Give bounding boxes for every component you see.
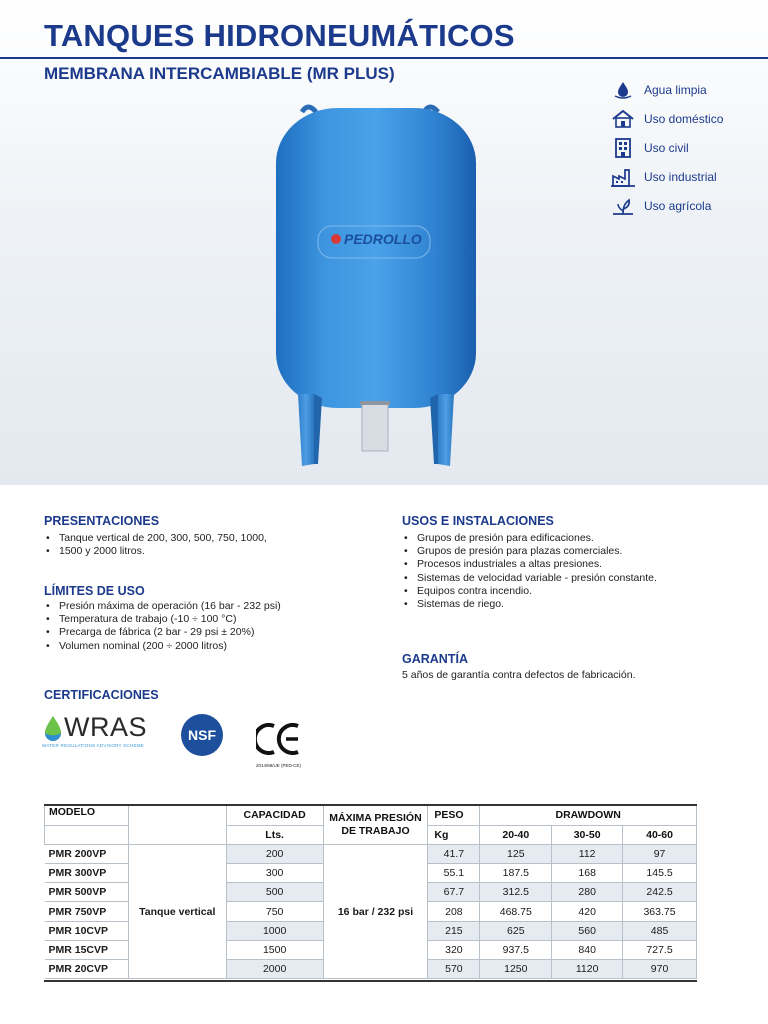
cell-d2: 168 <box>552 864 623 883</box>
cell-d1: 468.75 <box>480 902 552 921</box>
col-peso: PESO <box>428 806 480 825</box>
garantia-heading: GARANTÍA <box>402 652 468 666</box>
cell-d1: 312.5 <box>480 883 552 902</box>
table-bottom-rule <box>44 980 697 982</box>
list-item: • 1500 y 2000 litros. <box>44 545 284 558</box>
page-subtitle: MEMBRANA INTERCAMBIABLE (MR PLUS) <box>44 64 395 83</box>
cell-modelo: PMR 200VP <box>45 844 129 863</box>
col-tipo <box>128 806 226 844</box>
water-drop-icon <box>610 79 636 101</box>
spec-table <box>44 806 697 979</box>
cell-peso: 320 <box>428 940 480 959</box>
nsf-logo <box>179 713 225 762</box>
list-item: • Volumen nominal (200 ÷ 2000 litros) <box>44 640 344 653</box>
wras-wordmark: WRAS <box>64 712 147 742</box>
cell-d1: 125 <box>480 844 552 863</box>
limites-heading: LÍMITES DE USO <box>44 584 145 598</box>
garantia-text: 5 años de garantía contra defectos de fabricación. <box>402 669 636 681</box>
cell-d1: 937.5 <box>480 940 552 959</box>
cell-cap: 750 <box>226 902 323 921</box>
wras-tagline: WATER REGULATIONS ADVISORY SCHEME <box>42 743 145 748</box>
list-item: • Grupos de presión para plazas comerciales. <box>402 545 732 558</box>
nsf-text: NSF <box>188 727 216 743</box>
cell-d2: 112 <box>552 844 623 863</box>
cell-d2: 840 <box>552 940 623 959</box>
uses-sidebar <box>610 76 723 221</box>
ce-directive: 2014/68/UE (PED-CE) <box>256 763 302 768</box>
cell-d3: 97 <box>623 844 697 863</box>
use-item-civil <box>610 134 723 162</box>
col-d3: 40-60 <box>623 825 697 844</box>
cell-tipo: Tanque vertical <box>128 844 226 978</box>
cell-modelo: PMR 500VP <box>45 883 129 902</box>
cell-d3: 727.5 <box>623 940 697 959</box>
cell-cap: 500 <box>226 883 323 902</box>
cell-peso: 41.7 <box>428 844 480 863</box>
tank-brand-logo: PEDROLLO <box>344 231 422 247</box>
list-item: • Temperatura de trabajo (-10 ÷ 100 °C) <box>44 613 344 626</box>
usos-list <box>402 532 732 611</box>
cell-presion: 16 bar / 232 psi <box>323 844 428 978</box>
cell-cap: 1000 <box>226 921 323 940</box>
house-icon <box>610 108 636 130</box>
cell-cap: 300 <box>226 864 323 883</box>
use-label-agricola: Uso agrícola <box>644 199 712 213</box>
tank-image <box>262 98 492 470</box>
cell-cap: 200 <box>226 844 323 863</box>
col-d2: 30-50 <box>552 825 623 844</box>
use-label-civil: Uso civil <box>644 141 689 155</box>
col-capacidad: CAPACIDAD <box>226 806 323 825</box>
presentaciones-heading: PRESENTACIONES <box>44 514 160 528</box>
list-item: • Sistemas de riego. <box>402 598 732 611</box>
title-divider <box>0 57 768 59</box>
col-modelo-sub <box>45 825 129 844</box>
use-item-agricola <box>610 192 723 220</box>
wras-drop-icon <box>42 714 64 742</box>
page-title: TANQUES HIDRONEUMÁTICOS <box>44 18 515 53</box>
limites-list <box>44 600 344 653</box>
list-item: • Grupos de presión para edificaciones. <box>402 532 732 545</box>
col-drawdown: DRAWDOWN <box>480 806 697 825</box>
cell-d3: 485 <box>623 921 697 940</box>
building-icon <box>610 137 636 159</box>
factory-icon <box>610 166 636 188</box>
cell-d1: 1250 <box>480 960 552 979</box>
use-label-industrial: Uso industrial <box>644 170 717 184</box>
col-d1: 20-40 <box>480 825 552 844</box>
cell-modelo: PMR 300VP <box>45 864 129 883</box>
cell-d1: 625 <box>480 921 552 940</box>
list-item: • Procesos industriales a altas presiones. <box>402 558 732 571</box>
cell-modelo: PMR 20CVP <box>45 960 129 979</box>
cell-modelo: PMR 750VP <box>45 902 129 921</box>
cell-cap: 1500 <box>226 940 323 959</box>
use-item-domestico <box>610 105 723 133</box>
certificaciones-heading: CERTIFICACIONES <box>44 688 159 702</box>
col-modelo: MODELO <box>45 806 129 825</box>
cell-peso: 570 <box>428 960 480 979</box>
use-item-industrial <box>610 163 723 191</box>
plant-icon <box>610 195 636 217</box>
cell-modelo: PMR 15CVP <box>45 940 129 959</box>
list-item: • Tanque vertical de 200, 300, 500, 750, 1000, <box>44 532 284 545</box>
cell-d3: 145.5 <box>623 864 697 883</box>
cell-d1: 187.5 <box>480 864 552 883</box>
presentaciones-list <box>44 532 284 558</box>
list-item: • Presión máxima de operación (16 bar - 232 psi) <box>44 600 344 613</box>
col-kg: Kg <box>428 825 480 844</box>
use-item-agua <box>610 76 723 104</box>
cell-cap: 2000 <box>226 960 323 979</box>
cell-peso: 208 <box>428 902 480 921</box>
wras-logo <box>42 712 147 748</box>
usos-heading: USOS E INSTALACIONES <box>402 514 554 528</box>
cell-d2: 1120 <box>552 960 623 979</box>
cell-peso: 55.1 <box>428 864 480 883</box>
cell-modelo: PMR 10CVP <box>45 921 129 940</box>
list-item: • Equipos contra incendio. <box>402 585 732 598</box>
cell-peso: 215 <box>428 921 480 940</box>
list-item: • Precarga de fábrica (2 bar - 29 psi ± 20%) <box>44 626 344 639</box>
table-header-row <box>45 806 697 825</box>
cell-peso: 67.7 <box>428 883 480 902</box>
use-label-agua: Agua limpia <box>644 83 707 97</box>
cell-d3: 242.5 <box>623 883 697 902</box>
cell-d2: 560 <box>552 921 623 940</box>
col-lts: Lts. <box>226 825 323 844</box>
list-item: • Sistemas de velocidad variable - presión constante. <box>402 572 732 585</box>
use-label-domestico: Uso doméstico <box>644 112 724 126</box>
cell-d2: 280 <box>552 883 623 902</box>
ce-mark <box>256 720 306 768</box>
cell-d2: 420 <box>552 902 623 921</box>
table-row <box>45 844 697 863</box>
cell-d3: 363.75 <box>623 902 697 921</box>
col-presion: MÁXIMA PRESIÓN DE TRABAJO <box>323 806 428 844</box>
cell-d3: 970 <box>623 960 697 979</box>
